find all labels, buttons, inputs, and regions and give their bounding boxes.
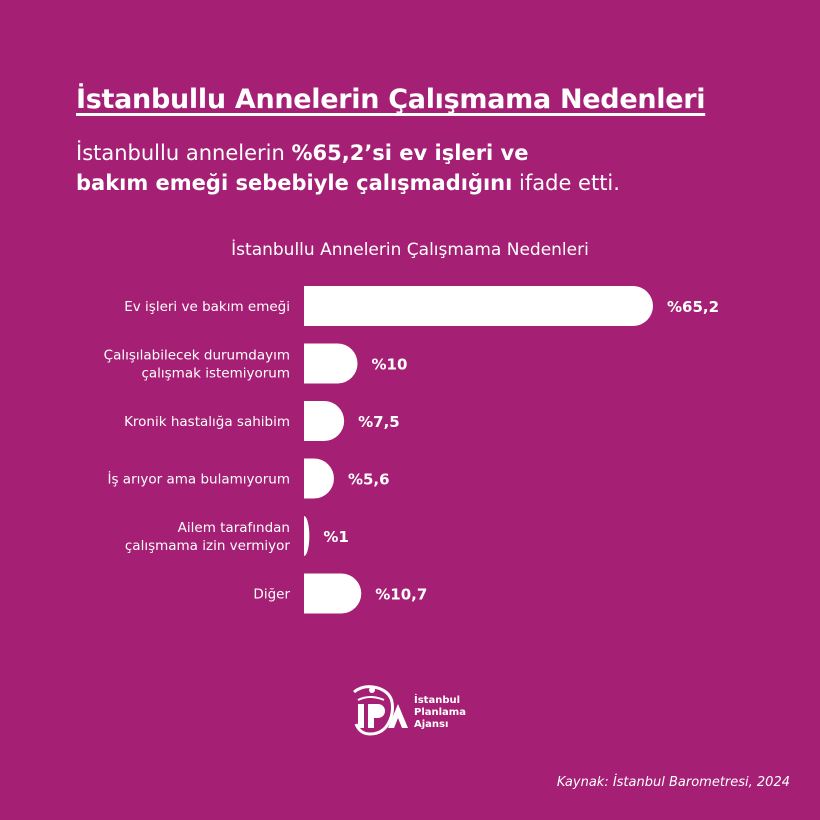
value-label-5: %10,7 (375, 585, 428, 604)
subtitle-line-1-bold: %65,2’si ev işleri ve (291, 141, 529, 165)
category-label-5: Diğer (253, 586, 290, 603)
value-label-2: %7,5 (358, 413, 400, 431)
bar-4 (304, 516, 309, 556)
logo-line-2: Planlama (414, 707, 466, 718)
category-label-1-line-1: çalışmak istemiyorum (141, 365, 290, 382)
bar-2 (304, 401, 344, 441)
category-label-0: Ev işleri ve bakım emeği (124, 299, 290, 315)
logo-line-1: İstanbul (414, 695, 461, 706)
source-note: Kaynak: İstanbul Barometresi, 2024 (556, 775, 790, 790)
value-label-3: %5,6 (347, 470, 390, 489)
bar-1 (304, 344, 358, 384)
bar-5 (304, 574, 361, 614)
subtitle-line-2-regular: ifade etti. (512, 171, 620, 195)
category-label-2: Kronik hastalığa sahibim (124, 414, 290, 430)
category-label-1-line-0: Çalışılabilecek durumdayım (103, 347, 290, 364)
category-label-4-line-1: çalışmama izin vermiyor (124, 538, 290, 554)
logo-wordmark (414, 695, 466, 731)
bar-0 (304, 286, 653, 326)
bar-3 (304, 459, 334, 499)
subtitle-line-2-bold: bakım emeği sebebiyle çalışmadığını (76, 171, 513, 195)
value-label-0: %65,2 (667, 298, 720, 316)
value-label-1: %10 (371, 355, 408, 374)
subtitle-line-1-regular: İstanbullu annelerin (76, 141, 292, 165)
logo-line-3: Ajansı (414, 719, 449, 730)
page-title: İstanbullu Annelerin Çalışmama Nedenleri (76, 84, 706, 115)
category-label-4-line-0: Ailem tarafından (177, 520, 290, 536)
category-label-3: İş arıyor ama bulamıyorum (107, 471, 290, 488)
chart-title: İstanbullu Annelerin Çalışmama Nedenleri (231, 240, 589, 260)
value-label-4: %1 (323, 528, 349, 546)
